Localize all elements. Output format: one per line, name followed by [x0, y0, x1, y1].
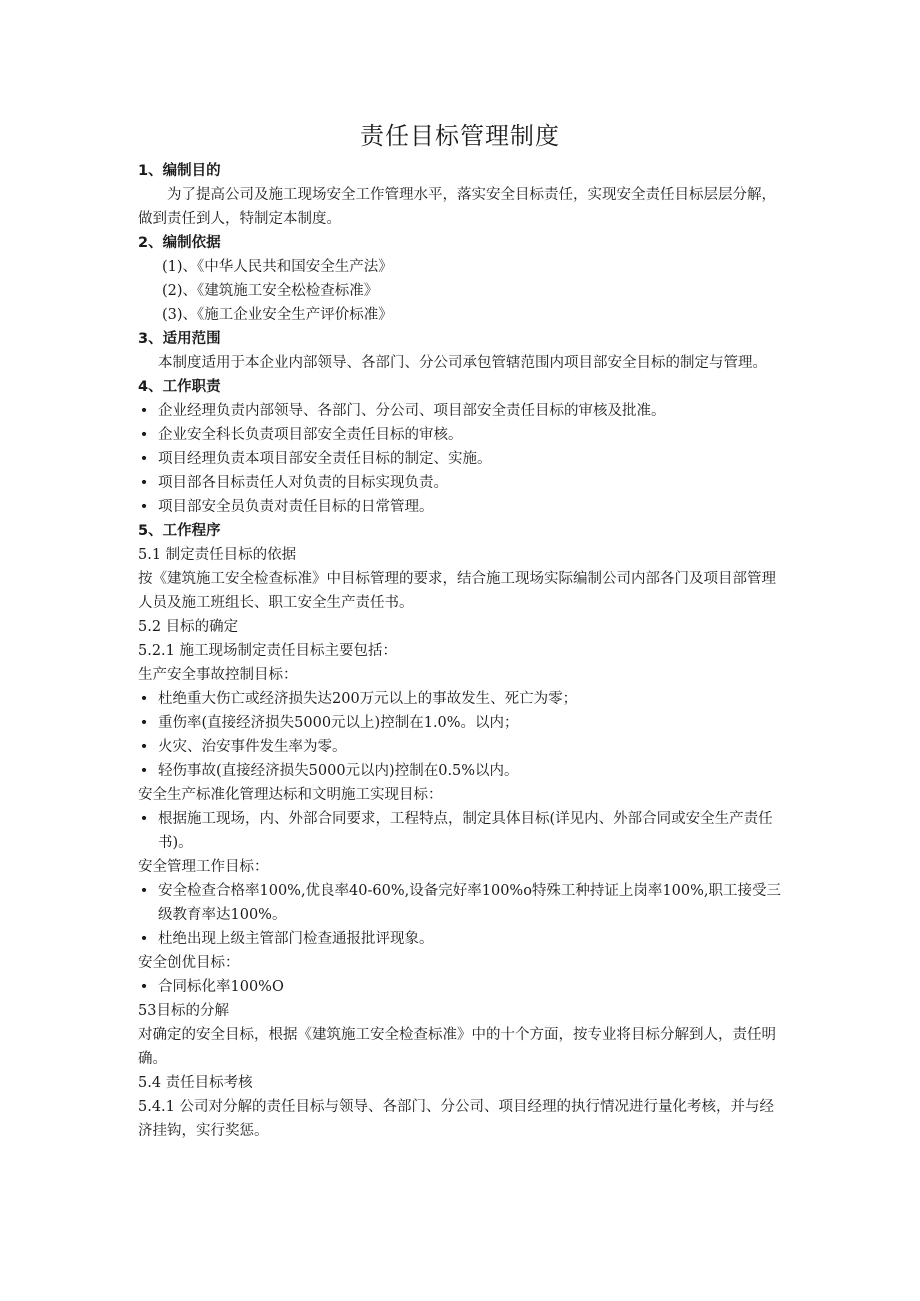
bullet-icon: •: [139, 451, 149, 467]
bullet-icon: •: [139, 691, 149, 707]
reference-item: (1)、《中华人民共和国安全生产法》: [162, 259, 393, 275]
bullet-item: • 轻伤事故(直接经济损失5000元以内)控制在0.5%以内。: [138, 759, 786, 783]
goal-label: 安全创优目标：: [138, 955, 240, 971]
bullet-item: • 根据施工现场，内、外部合同要求，工程特点，制定具体目标(详见内、外部合同或安全生产责任书)。: [138, 807, 786, 855]
reference-item: (3)、《施工企业安全生产评价标准》: [162, 307, 393, 323]
paragraph: 按《建筑施工安全检查标准》中目标管理的要求，结合施工现场实际编制公司内部各门及项目部管理人员及施工班组长、职工安全生产责任书。: [138, 571, 776, 611]
section-heading: 2、编制依据: [138, 235, 221, 251]
paragraph: 本制度适用于本企业内部领导、各部门、分公司承包管辖范围内项目部安全目标的制定与管理。: [158, 355, 767, 371]
section-heading: 4、工作职责: [138, 379, 221, 395]
subsection-heading: 53目标的分解: [138, 1003, 229, 1019]
section-heading: 1、编制目的: [138, 163, 221, 179]
reference-item: (2)、《建筑施工安全松检查标准》: [162, 283, 379, 299]
bullet-icon: •: [139, 739, 149, 755]
bullet-icon: •: [139, 931, 149, 947]
paragraph: 5.4.1 公司对分解的责任目标与领导、各部门、分公司、项目经理的执行情况进行量化考核，并与经济挂钩，实行奖惩。: [138, 1099, 774, 1139]
subsection-heading: 5.4 责任目标考核: [138, 1075, 253, 1091]
paragraph: 为了提高公司及施工现场安全工作管理水平，落实安全目标责任，实现安全责任目标层层分解，做到责任到人，特制定本制度。: [138, 187, 776, 227]
bullet-icon: •: [139, 499, 149, 515]
bullet-item: • 项目部各目标责任人对负责的目标实现负责。: [138, 471, 786, 495]
goal-label: 安全管理工作目标：: [138, 859, 269, 875]
subsection-heading: 5.2 目标的确定: [138, 619, 239, 635]
bullet-item: • 重伤率(直接经济损失5000元以上)控制在1.0%。以内；: [138, 711, 786, 735]
bullet-item: • 安全检查合格率100%,优良率40-60%,设备完好率100%o特殊工种持证上岗率100%,职工接受三级教育率达100%。: [138, 879, 786, 927]
bullet-item: • 合同标化率100%O: [138, 975, 786, 999]
bullet-icon: •: [139, 715, 149, 731]
bullet-item: • 企业安全科长负责项目部安全责任目标的审核。: [138, 423, 786, 447]
section-heading: 5、工作程序: [138, 523, 221, 539]
bullet-item: • 项目经理负责本项目部安全责任目标的制定、实施。: [138, 447, 786, 471]
section-heading: 3、适用范围: [138, 331, 221, 347]
subsection-heading: 5.2.1 施工现场制定责任目标主要包括：: [138, 643, 398, 659]
bullet-item: • 杜绝重大伤亡或经济损失达200万元以上的事故发生、死亡为零；: [138, 687, 786, 711]
document-body: [138, 159, 786, 1143]
page-title: 责任目标管理制度: [360, 122, 560, 150]
bullet-icon: •: [139, 979, 149, 995]
bullet-icon: •: [139, 403, 149, 419]
bullet-icon: •: [139, 811, 149, 827]
bullet-icon: •: [139, 475, 149, 491]
goal-label: 安全生产标准化管理达标和文明施工实现目标：: [138, 787, 443, 803]
paragraph: 对确定的安全目标，根据《建筑施工安全检查标准》中的十个方面，按专业将目标分解到人，责任明确。: [138, 1027, 776, 1067]
bullet-item: • 项目部安全员负责对责任目标的日常管理。: [138, 495, 786, 519]
bullet-item: • 火灾、治安事件发生率为零。: [138, 735, 786, 759]
bullet-item: • 企业经理负责内部领导、各部门、分公司、项目部安全责任目标的审核及批准。: [138, 399, 786, 423]
bullet-item: • 杜绝出现上级主管部门检查通报批评现象。: [138, 927, 786, 951]
subsection-heading: 5.1 制定责任目标的依据: [138, 547, 297, 563]
goal-label: 生产安全事故控制目标：: [138, 667, 298, 683]
bullet-icon: •: [139, 883, 149, 899]
bullet-icon: •: [139, 763, 149, 779]
bullet-icon: •: [139, 427, 149, 443]
